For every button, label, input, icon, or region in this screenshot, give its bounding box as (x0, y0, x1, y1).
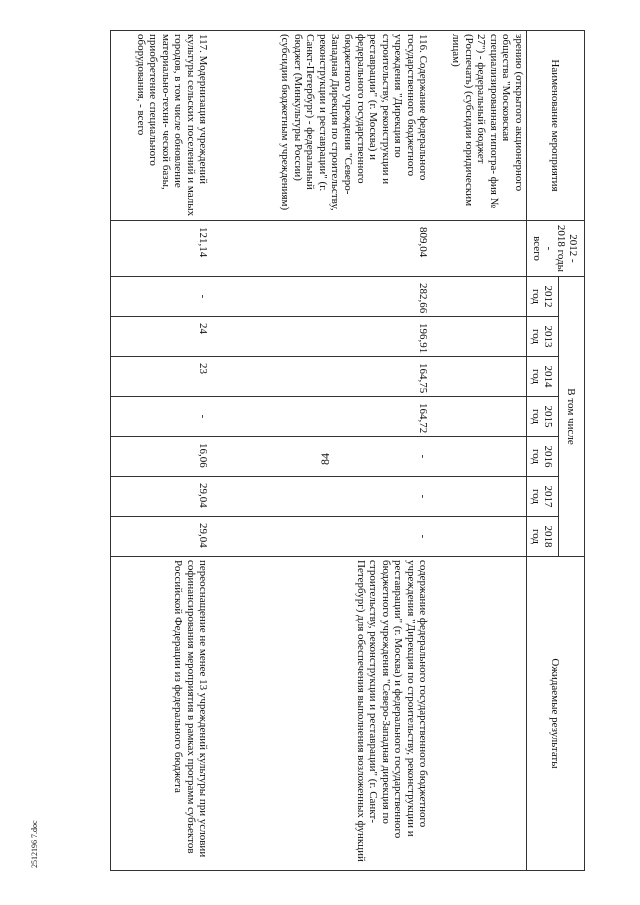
footer-document-code: 2512196 7.doc (30, 820, 39, 868)
page-number: 84 (318, 453, 332, 465)
header-total-line3: всего (531, 236, 544, 261)
header-total-line1: 2012 - (567, 234, 580, 263)
row-2015: 164,72 (211, 397, 431, 437)
header-year-2018: 2018 год (527, 517, 559, 557)
row-2014 (431, 357, 527, 397)
row-2012: 282,66 (211, 277, 431, 317)
row-2016 (431, 437, 527, 477)
header-year-2017: 2017 год (527, 477, 559, 517)
row-2015: - (111, 397, 211, 437)
row-activity-name: зрению (открытого акционерного общества "Московская специализированная типогра- фия № 27") - федеральный бюджет (Роспечать) (субсидии юридическим лицам) (431, 31, 527, 221)
row-2013 (431, 317, 527, 357)
row-expected-result: содержание федерального государственного бюджетного учреждения "Дирекция по строительству, реконструкции и реставрации" (г. Москва) и федерального государственного бюджетного учреждения "Северо-Западная дирекция по строительству, реконструкции и реставрации" (г. Санкт-Петербург) для обеспечения выполнения возложенных функций (211, 557, 431, 871)
row-activity-name: 117. Модернизация учреждений культуры сельских поселений и малых городов, в том числе обновление материально-техни- ческой базы, приобретение специального оборудования, - всего (111, 31, 211, 221)
row-2013: 196,91 (211, 317, 431, 357)
row-2018: - (211, 517, 431, 557)
row-2016: 16,06 (111, 437, 211, 477)
row-2012 (431, 277, 527, 317)
row-2016: - (211, 437, 431, 477)
table-row (431, 31, 527, 871)
header-year-2014: 2014 год (527, 357, 559, 397)
header-in-that-number: В том числе (559, 277, 585, 557)
row-2015 (431, 397, 527, 437)
row-total (431, 221, 527, 277)
row-expected-result: переоснащение не менее 13 учреждений культуры при условии софинансирования мероприятия в рамках программ субъектов Российской Федерации из федерального бюджета (111, 557, 211, 871)
header-total (527, 221, 585, 277)
row-2018 (431, 517, 527, 557)
row-total: 121,14 (111, 221, 211, 277)
table-row (111, 31, 211, 871)
row-2014: 23 (111, 357, 211, 397)
rotated-table-container (110, 30, 585, 870)
header-expected-results: Ожидаемые результаты (527, 557, 585, 871)
header-total-line2: 2018 годы - (543, 224, 568, 273)
program-activities-table (110, 30, 585, 871)
header-year-2012: 2012 год (527, 277, 559, 317)
row-expected-result (431, 557, 527, 871)
row-2017: - (211, 477, 431, 517)
header-year-2015: 2015 год (527, 397, 559, 437)
row-total: 809,04 (211, 221, 431, 277)
header-year-2016: 2016 год (527, 437, 559, 477)
header-activity-name: Наименование мероприятия (527, 31, 585, 221)
row-2014: 164,75 (211, 357, 431, 397)
row-2013: 24 (111, 317, 211, 357)
row-2017: 29,04 (111, 477, 211, 517)
row-activity-name: 116. Содержание федерального государственного бюджетного учреждения "Дирекция по строительству, реконструкции и реставрации" (г. Москва) и федерального государственного бюджетного учреждения "Северо-Западная Дирекция по строительству, реконструкции и реставрации" (г. Санкт-Петербург) - федеральный бюджет (Минкультуры России) (субсидии бюджетным учреждениям) (211, 31, 431, 221)
row-2018: 29,04 (111, 517, 211, 557)
header-year-2013: 2013 год (527, 317, 559, 357)
table-row (211, 31, 431, 871)
row-2017 (431, 477, 527, 517)
row-2012: - (111, 277, 211, 317)
